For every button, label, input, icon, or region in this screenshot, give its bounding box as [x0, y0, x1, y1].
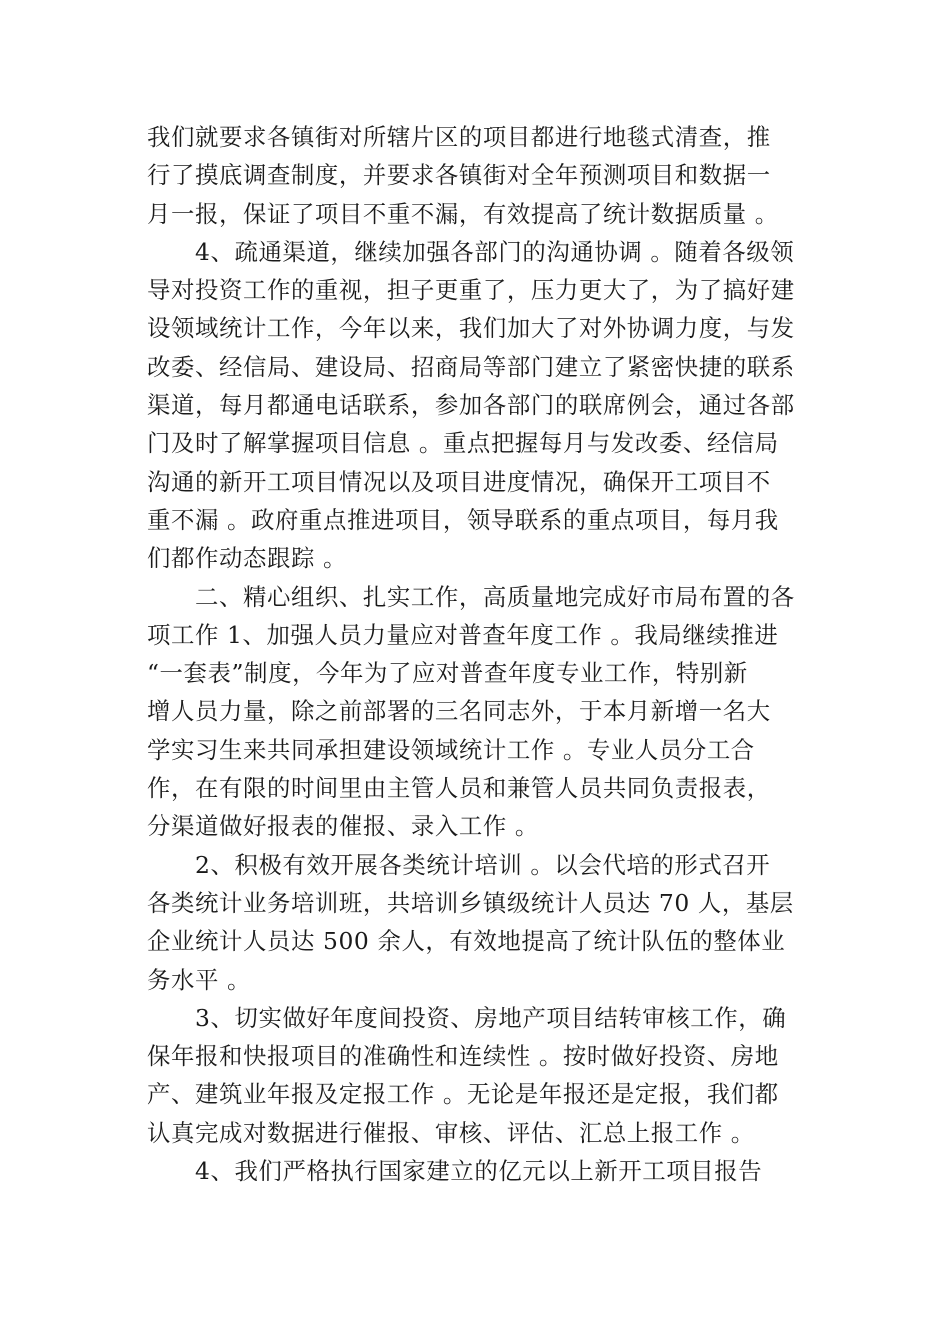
text-line: 3、切实做好年度间投资、房地产项目结转审核工作，确	[195, 1003, 787, 1032]
text-line: 2、积极有效开展各类统计培训 。以会代培的形式召开	[195, 850, 771, 879]
text-line: 沟通的新开工项目情况以及项目进度情况，确保开工项目不	[147, 467, 771, 496]
text-line: 月一报，保证了项目不重不漏，有效提高了统计数据质量 。	[147, 199, 779, 228]
text-line: 各类统计业务培训班，共培训乡镇级统计人员达 70 人，基层	[147, 888, 794, 917]
text-line: 行了摸底调查制度，并要求各镇街对全年预测项目和数据一	[147, 161, 771, 190]
text-line: 我们就要求各镇街对所辖片区的项目都进行地毯式清查，推	[147, 123, 771, 151]
text-line: 作，在有限的时间里由主管人员和兼管人员共同负责报表，	[147, 774, 771, 803]
document-page	[147, 118, 807, 1190]
text-line: 4、疏通渠道，继续加强各部门的沟通协调 。随着各级领	[195, 237, 795, 266]
text-line: 渠道，每月都通电话联系，参加各部门的联席例会，通过各部	[147, 391, 795, 420]
text-line: 认真完成对数据进行催报、审核、评估、汇总上报工作 。	[147, 1118, 755, 1147]
text-line: 改委、经信局、建设局、招商局等部门建立了紧密快捷的联系	[147, 352, 795, 381]
text-line: “一套表”制度，今年为了应对普查年度专业工作，特别新	[147, 659, 748, 688]
text-line: 企业统计人员达 500 余人，有效地提高了统计队伍的整体业	[147, 927, 786, 956]
text-line: 学实习生来共同承担建设领域统计工作 。专业人员分工合	[147, 735, 755, 764]
text-line: 分渠道做好报表的催报、录入工作 。	[147, 812, 539, 841]
text-line: 设领域统计工作，今年以来，我们加大了对外协调力度，与发	[147, 314, 795, 343]
text-line: 项工作 1、加强人员力量应对普查年度工作 。我局继续推进	[147, 620, 779, 649]
text-line: 门及时了解掌握项目信息 。重点把握每月与发改委、经信局	[147, 429, 779, 458]
text-line: 产、建筑业年报及定报工作 。无论是年报还是定报，我们都	[147, 1080, 779, 1109]
text-line: 务水平 。	[147, 965, 251, 994]
text-line: 4、我们严格执行国家建立的亿元以上新开工项目报告	[195, 1157, 763, 1186]
text-line: 保年报和快报项目的准确性和连续性 。按时做好投资、房地	[147, 1042, 779, 1071]
text-line: 增人员力量，除之前部署的三名同志外，于本月新增一名大	[147, 697, 771, 726]
text-line: 们都作动态跟踪 。	[147, 544, 347, 573]
text-line: 二、精心组织、扎实工作，高质量地完成好市局布置的各	[195, 582, 795, 611]
text-line: 导对投资工作的重视，担子更重了，压力更大了，为了搞好建	[147, 276, 795, 305]
text-line: 重不漏 。政府重点推进项目，领导联系的重点项目，每月我	[147, 505, 779, 534]
